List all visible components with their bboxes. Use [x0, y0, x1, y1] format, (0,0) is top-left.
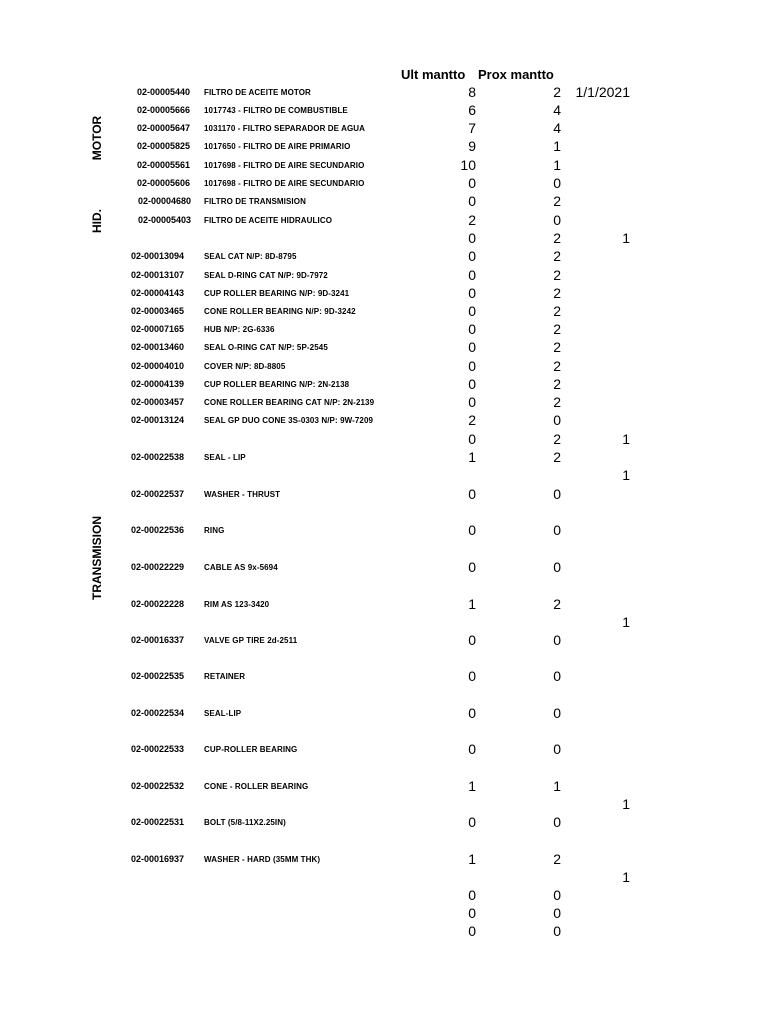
part-description: COVER N/P: 8D-8805 [204, 362, 286, 371]
table-row [0, 614, 768, 632]
part-description: SEAL-LIP [204, 709, 242, 718]
part-code: 02-00003465 [131, 306, 185, 316]
part-description: SEAL GP DUO CONE 3S-0303 N/P: 9W-7209 [204, 416, 374, 425]
prox-mantto-value: 0 [553, 522, 561, 538]
prox-mantto-value: 4 [553, 102, 561, 118]
prox-mantto-value: 0 [553, 412, 561, 428]
ult-mantto-value: 0 [468, 321, 476, 337]
prox-mantto-value: 0 [553, 887, 561, 903]
prox-mantto-value: 2 [553, 851, 561, 867]
part-code: 02-00005825 [137, 141, 191, 151]
part-description: FILTRO DE TRANSMISION [204, 197, 306, 206]
part-code: 02-00022229 [131, 562, 185, 572]
part-description: SEAL CAT N/P: 8D-8795 [204, 252, 297, 261]
prox-mantto-value: 4 [553, 120, 561, 136]
part-description: 1017698 - FILTRO DE AIRE SECUNDARIO [204, 161, 365, 170]
section-label-transmision: TRANSMISION [90, 516, 104, 600]
prox-mantto-value: 2 [553, 267, 561, 283]
part-code: 02-00022536 [131, 525, 185, 535]
ult-mantto-value: 1 [468, 596, 476, 612]
part-description: 1017698 - FILTRO DE AIRE SECUNDARIO [204, 179, 365, 188]
part-description: RETAINER [204, 672, 246, 681]
part-code: 02-00004010 [131, 361, 185, 371]
ult-mantto-value: 0 [468, 814, 476, 830]
prox-mantto-value: 2 [553, 193, 561, 209]
ult-mantto-value: 10 [460, 157, 476, 173]
table-row [0, 851, 768, 869]
table-row [0, 905, 768, 923]
table-row [0, 157, 768, 175]
prox-mantto-value: 0 [553, 668, 561, 684]
ult-mantto-value: 0 [468, 632, 476, 648]
prox-mantto-value: 0 [553, 705, 561, 721]
table-row [0, 84, 768, 102]
part-description: WASHER - THRUST [204, 490, 281, 499]
part-code: 02-00005403 [138, 215, 192, 225]
prox-mantto-value: 0 [553, 741, 561, 757]
ult-mantto-value: 1 [468, 449, 476, 465]
part-code: 02-00013107 [131, 270, 185, 280]
table-row [0, 285, 768, 303]
table-row [0, 778, 768, 796]
table-row [0, 321, 768, 339]
part-code: 02-00013460 [131, 342, 185, 352]
ult-mantto-value: 0 [468, 905, 476, 921]
prox-mantto-value: 2 [553, 596, 561, 612]
ult-mantto-value: 0 [468, 394, 476, 410]
part-code: 02-00005666 [137, 105, 191, 115]
part-code: 02-00005647 [137, 123, 191, 133]
prox-mantto-value: 2 [553, 248, 561, 264]
table-row [0, 412, 768, 430]
part-code: 02-00022535 [131, 671, 185, 681]
part-description: CUP ROLLER BEARING N/P: 2N-2138 [204, 380, 350, 389]
prox-mantto-value: 2 [553, 321, 561, 337]
ult-mantto-value: 0 [468, 267, 476, 283]
extra-value: 1 [622, 230, 630, 246]
extra-value: 1/1/2021 [575, 84, 630, 100]
part-description: RIM AS 123-3420 [204, 600, 270, 609]
part-description: SEAL O-RING CAT N/P: 5P-2545 [204, 343, 328, 352]
ult-mantto-value: 0 [468, 522, 476, 538]
part-code: 02-00007165 [131, 324, 185, 334]
prox-mantto-value: 2 [553, 84, 561, 100]
part-code: 02-00022538 [131, 452, 185, 462]
table-row [0, 741, 768, 759]
ult-mantto-value: 0 [468, 923, 476, 939]
prox-mantto-value: 0 [553, 486, 561, 502]
prox-mantto-value: 0 [553, 923, 561, 939]
prox-mantto-value: 0 [553, 814, 561, 830]
part-description: RING [204, 526, 225, 535]
part-code: 02-00005606 [137, 178, 191, 188]
table-row [0, 230, 768, 248]
ult-mantto-value: 0 [468, 358, 476, 374]
table-row [0, 467, 768, 485]
part-code: 02-00022531 [131, 817, 185, 827]
ult-mantto-value: 0 [468, 559, 476, 575]
prox-mantto-value: 1 [553, 157, 561, 173]
part-code: 02-00013094 [131, 251, 185, 261]
table-row [0, 394, 768, 412]
ult-mantto-value: 0 [468, 285, 476, 301]
part-code: 02-00004680 [138, 196, 192, 206]
part-description: 1017650 - FILTRO DE AIRE PRIMARIO [204, 142, 351, 151]
prox-mantto-value: 1 [553, 138, 561, 154]
table-row [0, 248, 768, 266]
prox-mantto-value: 2 [553, 431, 561, 447]
part-code: 02-00016937 [131, 854, 185, 864]
table-row [0, 120, 768, 138]
part-description: FILTRO DE ACEITE MOTOR [204, 88, 311, 97]
extra-value: 1 [622, 431, 630, 447]
part-code: 02-00022228 [131, 599, 185, 609]
part-code: 02-00005561 [137, 160, 191, 170]
ult-mantto-value: 0 [468, 248, 476, 264]
ult-mantto-value: 0 [468, 887, 476, 903]
table-row [0, 376, 768, 394]
table-row [0, 193, 768, 211]
ult-mantto-value: 0 [468, 705, 476, 721]
table-row [0, 267, 768, 285]
part-code: 02-00013124 [131, 415, 185, 425]
ult-mantto-value: 0 [468, 303, 476, 319]
table-row [0, 303, 768, 321]
table-row [0, 869, 768, 887]
part-description: CUP ROLLER BEARING N/P: 9D-3241 [204, 289, 350, 298]
extra-value: 1 [622, 869, 630, 885]
ult-mantto-value: 2 [468, 212, 476, 228]
part-code: 02-00004139 [131, 379, 185, 389]
extra-value: 1 [622, 796, 630, 812]
prox-mantto-value: 2 [553, 339, 561, 355]
ult-mantto-value: 1 [468, 851, 476, 867]
prox-mantto-value: 0 [553, 175, 561, 191]
ult-mantto-value: 0 [468, 193, 476, 209]
ult-mantto-value: 2 [468, 412, 476, 428]
table-row [0, 814, 768, 832]
table-row [0, 212, 768, 230]
part-description: CABLE AS 9x-5694 [204, 563, 278, 572]
table-row [0, 431, 768, 449]
ult-mantto-value: 0 [468, 486, 476, 502]
table-row [0, 705, 768, 723]
part-description: CONE - ROLLER BEARING [204, 782, 309, 791]
table-row [0, 923, 768, 941]
ult-mantto-value: 0 [468, 376, 476, 392]
ult-mantto-value: 0 [468, 431, 476, 447]
table-row [0, 138, 768, 156]
part-description: SEAL D-RING CAT N/P: 9D-7972 [204, 271, 328, 280]
ult-mantto-value: 9 [468, 138, 476, 154]
section-label-motor: MOTOR [90, 115, 104, 161]
prox-mantto-value: 2 [553, 394, 561, 410]
prox-mantto-value: 2 [553, 303, 561, 319]
prox-mantto-value: 2 [553, 376, 561, 392]
part-description: HUB N/P: 2G-6336 [204, 325, 275, 334]
extra-value: 1 [622, 467, 630, 483]
table-row [0, 102, 768, 120]
part-description: SEAL - LIP [204, 453, 246, 462]
prox-mantto-value: 2 [553, 358, 561, 374]
table-row [0, 522, 768, 540]
extra-value: 1 [622, 614, 630, 630]
part-description: 1031170 - FILTRO SEPARADOR DE AGUA [204, 124, 366, 133]
ult-mantto-value: 7 [468, 120, 476, 136]
ult-mantto-value: 0 [468, 741, 476, 757]
ult-mantto-value: 6 [468, 102, 476, 118]
part-description: FILTRO DE ACEITE HIDRAULICO [204, 216, 333, 225]
ult-mantto-value: 8 [468, 84, 476, 100]
table-row [0, 796, 768, 814]
prox-mantto-value: 2 [553, 285, 561, 301]
header-prox-mantto: Prox mantto [478, 67, 554, 82]
part-code: 02-00022534 [131, 708, 185, 718]
ult-mantto-value: 0 [468, 668, 476, 684]
table-row [0, 449, 768, 467]
part-description: CONE ROLLER BEARING N/P: 9D-3242 [204, 307, 356, 316]
table-row [0, 486, 768, 504]
table-row [0, 339, 768, 357]
table-row [0, 632, 768, 650]
part-code: 02-00003457 [131, 397, 185, 407]
table-row [0, 559, 768, 577]
part-code: 02-00005440 [137, 87, 191, 97]
table-row [0, 175, 768, 193]
header-ult-mantto: Ult mantto [401, 67, 466, 82]
table-row [0, 596, 768, 614]
ult-mantto-value: 1 [468, 778, 476, 794]
ult-mantto-value: 0 [468, 230, 476, 246]
section-label-hid: HID. [90, 209, 104, 233]
part-code: 02-00022537 [131, 489, 185, 499]
prox-mantto-value: 2 [553, 230, 561, 246]
table-row [0, 668, 768, 686]
prox-mantto-value: 1 [553, 778, 561, 794]
table-row [0, 887, 768, 905]
ult-mantto-value: 0 [468, 175, 476, 191]
prox-mantto-value: 0 [553, 905, 561, 921]
table-row [0, 358, 768, 376]
part-description: CONE ROLLER BEARING CAT N/P: 2N-2139 [204, 398, 375, 407]
part-description: 1017743 - FILTRO DE COMBUSTIBLE [204, 106, 348, 115]
part-description: BOLT (5/8-11X2.25IN) [204, 818, 286, 827]
part-description: CUP-ROLLER BEARING [204, 745, 298, 754]
part-code: 02-00022532 [131, 781, 185, 791]
part-code: 02-00016337 [131, 635, 185, 645]
prox-mantto-value: 0 [553, 632, 561, 648]
part-description: WASHER - HARD (35MM THK) [204, 855, 321, 864]
part-code: 02-00022533 [131, 744, 185, 754]
part-description: VALVE GP TIRE 2d-2511 [204, 636, 298, 645]
part-code: 02-00004143 [131, 288, 185, 298]
ult-mantto-value: 0 [468, 339, 476, 355]
prox-mantto-value: 0 [553, 559, 561, 575]
prox-mantto-value: 2 [553, 449, 561, 465]
prox-mantto-value: 0 [553, 212, 561, 228]
